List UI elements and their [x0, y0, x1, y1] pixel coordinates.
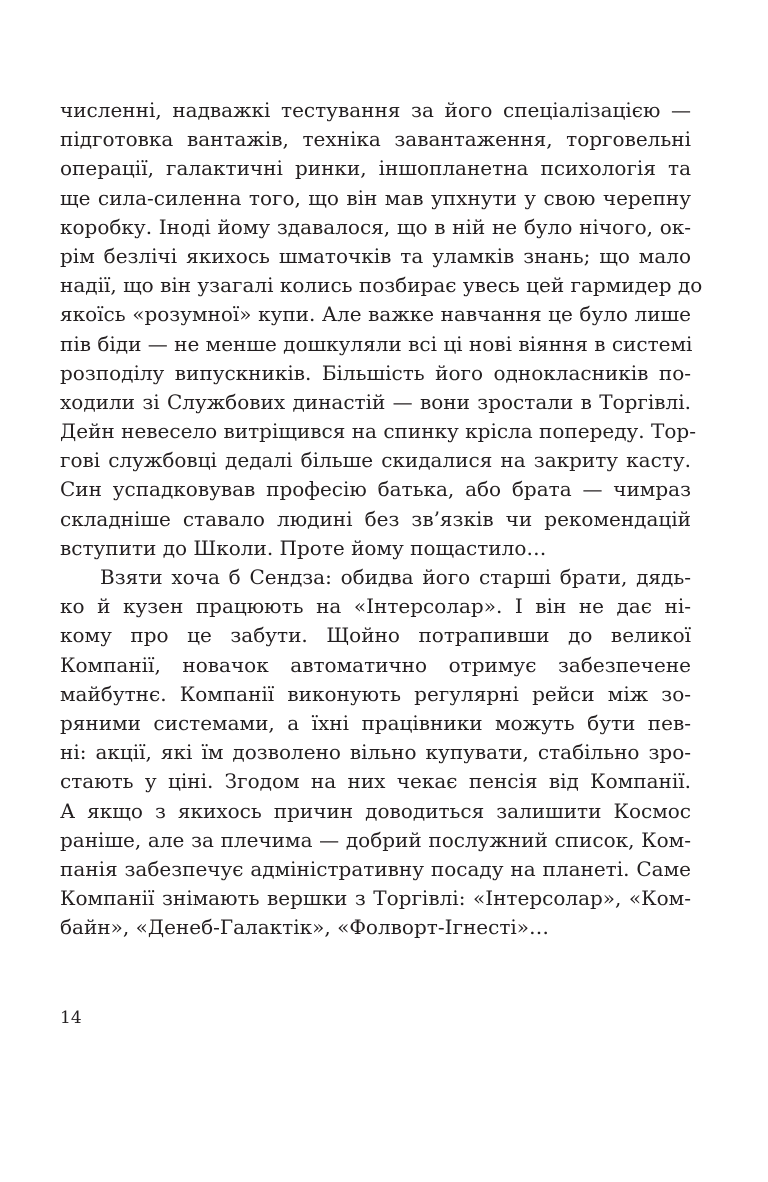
text-line: Син успадковував професію батька, або брата — чимраз — [60, 477, 691, 502]
text-line: ряними системами, а їхні працівники можуть бути пев- — [60, 710, 691, 735]
text-line: підготовка вантажів, техніка завантаження, торговельні — [60, 127, 691, 152]
text-line: операції, галактичні ринки, іншопланетна психологія та — [60, 156, 691, 181]
text-line: розподілу випускників. Більшість його однокласників по- — [60, 360, 691, 385]
text-line: коробку. Іноді йому здавалося, що в ній не було нічого, ок- — [60, 214, 691, 239]
text-line: ко й кузен працюють на «Інтерсолар». І він не дає ні- — [60, 594, 691, 619]
text-line: рім безлічі якихось шматочків та уламків знань; що мало — [60, 243, 691, 268]
text-line: стають у ціні. Згодом на них чекає пенсія від Компанії. — [60, 769, 691, 794]
text-line: вступити до Школи. Проте йому пощастило… — [60, 535, 547, 560]
text-line: якоїсь «розумної» купи. Але важке навчання це було лише — [60, 302, 691, 327]
text-line: ходили зі Службових династій — вони зростали в Торгівлі. — [60, 389, 691, 414]
text-line: раніше, але за плечима — добрий послужний список, Ком- — [60, 827, 691, 852]
text-line: надії, що він узагалі колись позбирає увесь цей гармидер до — [60, 273, 703, 298]
text-line: панія забезпечує адміністративну посаду на планеті. Саме — [60, 856, 691, 881]
text-line: майбутнє. Компанії виконують регулярні рейси між зо- — [60, 681, 691, 706]
paragraph — [60, 96, 703, 563]
text-line: Компанії знімають вершки з Торгівлі: «Інтерсолар», «Ком- — [60, 886, 691, 911]
text-line: ні: акції, які їм дозволено вільно купувати, стабільно зро- — [60, 740, 691, 765]
text-line: складніше ставало людині без зв’язків чи рекомендацій — [60, 506, 691, 531]
body-text — [60, 96, 703, 942]
text-line: пів біди — не менше дошкуляли всі ці нові віяння в системі — [60, 331, 693, 356]
text-line: гові службовці дедалі більше скидалися на закриту касту. — [60, 448, 691, 473]
text-line: Дейн невесело витріщився на спинку крісла попереду. Тор- — [60, 419, 696, 444]
text-line: А якщо з якихось причин доводиться залишити Космос — [60, 798, 691, 823]
page-number: 14 — [60, 1008, 82, 1028]
text-line: ще сила-силенна того, що він мав упхнути у свою черепну — [60, 185, 691, 210]
text-line: Взяти хоча б Сендза: обидва його старші брати, дядь- — [100, 565, 691, 589]
paragraph — [60, 563, 691, 942]
text-line: кому про це забути. Щойно потрапивши до великої — [60, 623, 691, 648]
text-line: байн», «Денеб-Галактік», «Фолворт-Ігнесті»… — [60, 915, 550, 940]
text-line: численні, надважкі тестування за його спеціалізацією — — [60, 98, 691, 122]
text-line: Компанії, новачок автоматично отримує забезпечене — [60, 652, 691, 677]
